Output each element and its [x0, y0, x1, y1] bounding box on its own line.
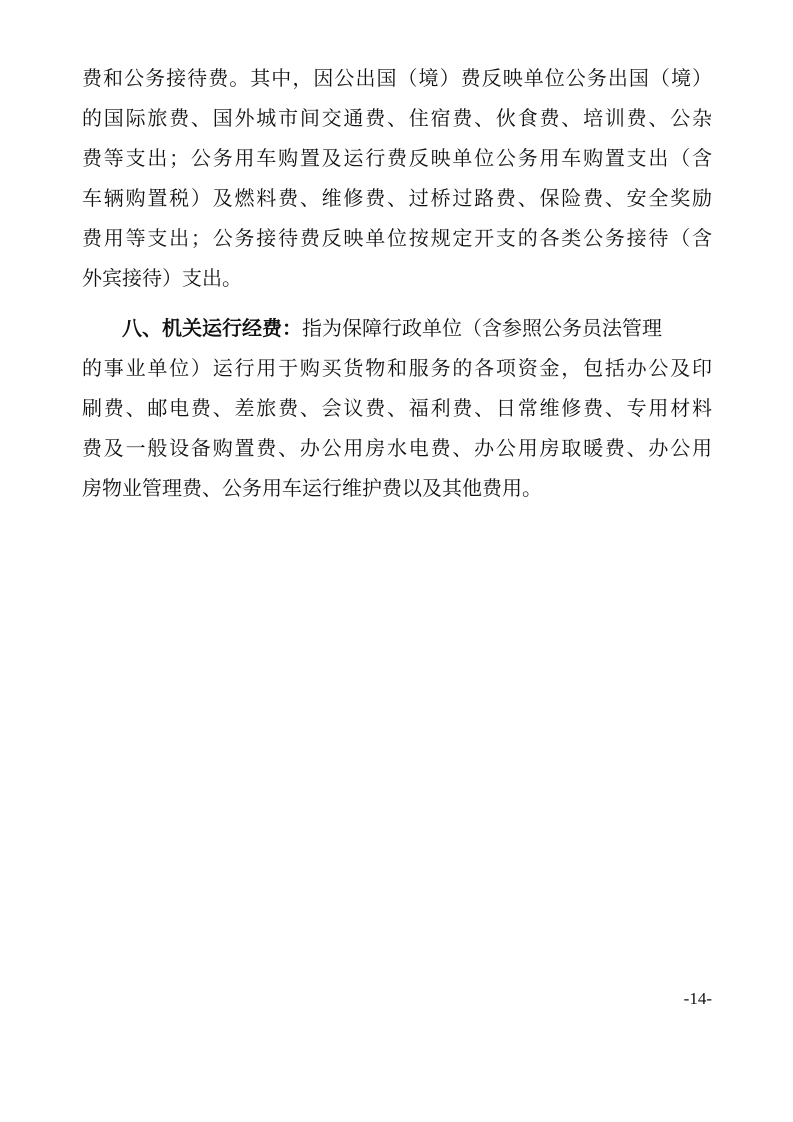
paragraph-line: 费和公务接待费。其中，因公出国（境）费反映单位公务出国（境）: [82, 66, 712, 90]
section-8-first-line: [122, 308, 712, 348]
paragraph-line: 费等支出；公务用车购置及运行费反映单位公务用车购置支出（含: [82, 146, 712, 170]
paragraph-line: 外宾接待）支出。: [82, 266, 242, 290]
page-number: -14-: [683, 989, 712, 1008]
paragraph-line: 车辆购置税）及燃料费、维修费、过桥过路费、保险费、安全奖励: [82, 186, 712, 210]
section-line: 房物业管理费、公务用车运行维护费以及其他费用。: [82, 476, 542, 500]
section-line: 费及一般设备购置费、办公用房水电费、办公用房取暖费、办公用: [82, 436, 712, 460]
section-line: 的事业单位）运行用于购买货物和服务的各项资金，包括办公及印: [82, 356, 712, 380]
section-heading: 八、机关运行经费：: [122, 316, 302, 340]
paragraph-line: 的国际旅费、国外城市间交通费、住宿费、伙食费、培训费、公杂: [82, 106, 712, 130]
paragraph-line: 费用等支出；公务接待费反映单位按规定开支的各类公务接待（含: [82, 226, 712, 250]
section-text: 指为保障行政单位（含参照公务员法管理: [302, 316, 662, 340]
section-line: 刷费、邮电费、差旅费、会议费、福利费、日常维修费、专用材料: [82, 396, 712, 420]
